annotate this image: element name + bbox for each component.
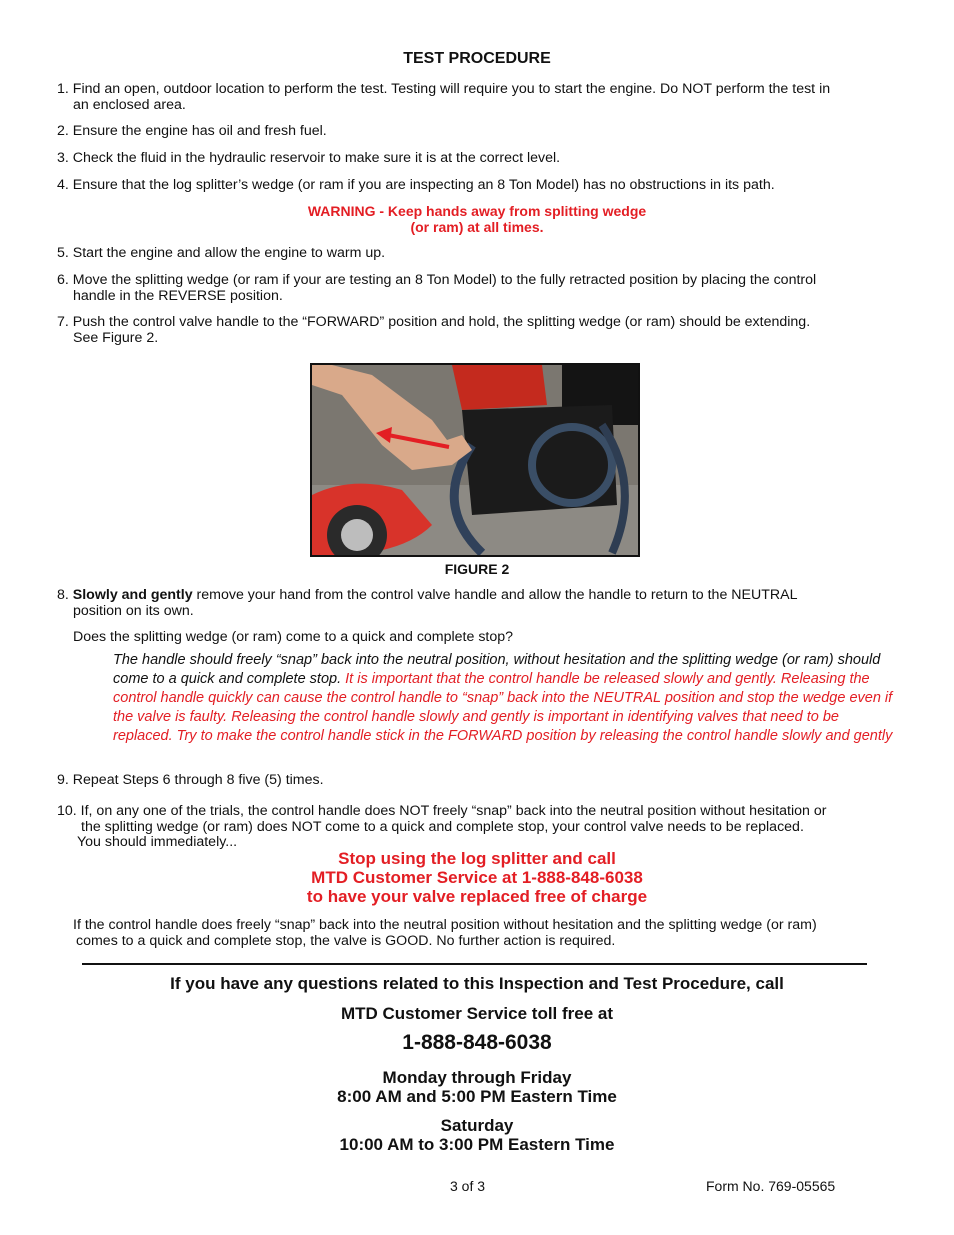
step-4: 4. Ensure that the log splitter’s wedge (or ram if you are inspecting an 8 Ton Model) has no obstructions in its path.: [57, 177, 775, 193]
photo-hand-on-control-valve: [312, 365, 638, 555]
step-8: 8. Slowly and gently remove your hand from the control valve handle and allow the handle to return to the NEUTRAL position on its own.: [57, 587, 798, 619]
step-7: 7. Push the control valve handle to the “FORWARD” position and hold, the splitting wedge (or ram) should be extending. See Figure 2.: [57, 314, 811, 346]
step-3: 3. Check the fluid in the hydraulic reservoir to make sure it is at the correct level.: [57, 150, 561, 166]
step-6: 6. Move the splitting wedge (or ram if your are testing an 8 Ton Model) to the fully retracted position by placing the control handle in the REVERSE position.: [57, 272, 817, 304]
replacement-callout: Stop using the log splitter and call MTD Customer Service at 1-888-848-6038 to have your valve replaced free of charge: [306, 849, 648, 906]
step-8-question: Does the splitting wedge (or ram) come to a quick and complete stop?: [73, 629, 514, 645]
figure-2-photo: [310, 363, 640, 557]
form-number: Form No. 769-05565: [706, 1178, 836, 1194]
step-1: 1. Find an open, outdoor location to perform the test. Testing will require you to start the engine. Do NOT perform the test in an enclosed area.: [57, 81, 831, 113]
step-8-explanation: The handle should freely “snap” back into the neutral position, without hesitation and the splitting wedge (or ram) should come to a quick and complete stop. It is important that the control handle be released slowly and gently. Releasing the control handle quickly can cause the control handle to “snap” back into the NEUTRAL position and stop the wedge even if the valve is faulty. Releasing the control handle slowly and gently is important in identifying valves that need to be replaced. Try to make the control handle stick in the FORWARD position by releasing the control handle slowly and gently: [113, 652, 893, 744]
valve-good-note: If the control handle does freely “snap” back into the neutral position without hesitation and the splitting wedge (or ram) comes to a quick and complete stop, the valve is GOOD. No further action is required.: [73, 917, 817, 949]
weekday-hours: Monday through Friday 8:00 AM and 5:00 PM Eastern Time: [337, 1068, 617, 1106]
step-5: 5. Start the engine and allow the engine to warm up.: [57, 245, 386, 261]
saturday-hours: Saturday 10:00 AM to 3:00 PM Eastern Time: [339, 1116, 615, 1154]
contact-phone: 1-888-848-6038: [402, 1031, 552, 1054]
divider: [82, 963, 867, 965]
step-10: 10. If, on any one of the trials, the control handle does NOT freely “snap” back into the neutral position without hesitation or the splitting wedge (or ram) does NOT come to a quick and complete stop, your control valve needs to be replaced. You should immediately...: [57, 803, 827, 850]
page-title: TEST PROCEDURE: [403, 50, 551, 67]
red-arrow-icon: [374, 425, 454, 455]
contact-tollfree: MTD Customer Service toll free at: [340, 1004, 614, 1023]
warning-text: WARNING - Keep hands away from splitting wedge (or ram) at all times.: [307, 203, 647, 235]
figure-caption: FIGURE 2: [444, 561, 510, 577]
page-number: 3 of 3: [450, 1178, 486, 1194]
step-2: 2. Ensure the engine has oil and fresh fuel.: [57, 123, 327, 139]
contact-question: If you have any questions related to this Inspection and Test Procedure, call: [170, 974, 784, 993]
step-9: 9. Repeat Steps 6 through 8 five (5) times.: [57, 772, 324, 788]
